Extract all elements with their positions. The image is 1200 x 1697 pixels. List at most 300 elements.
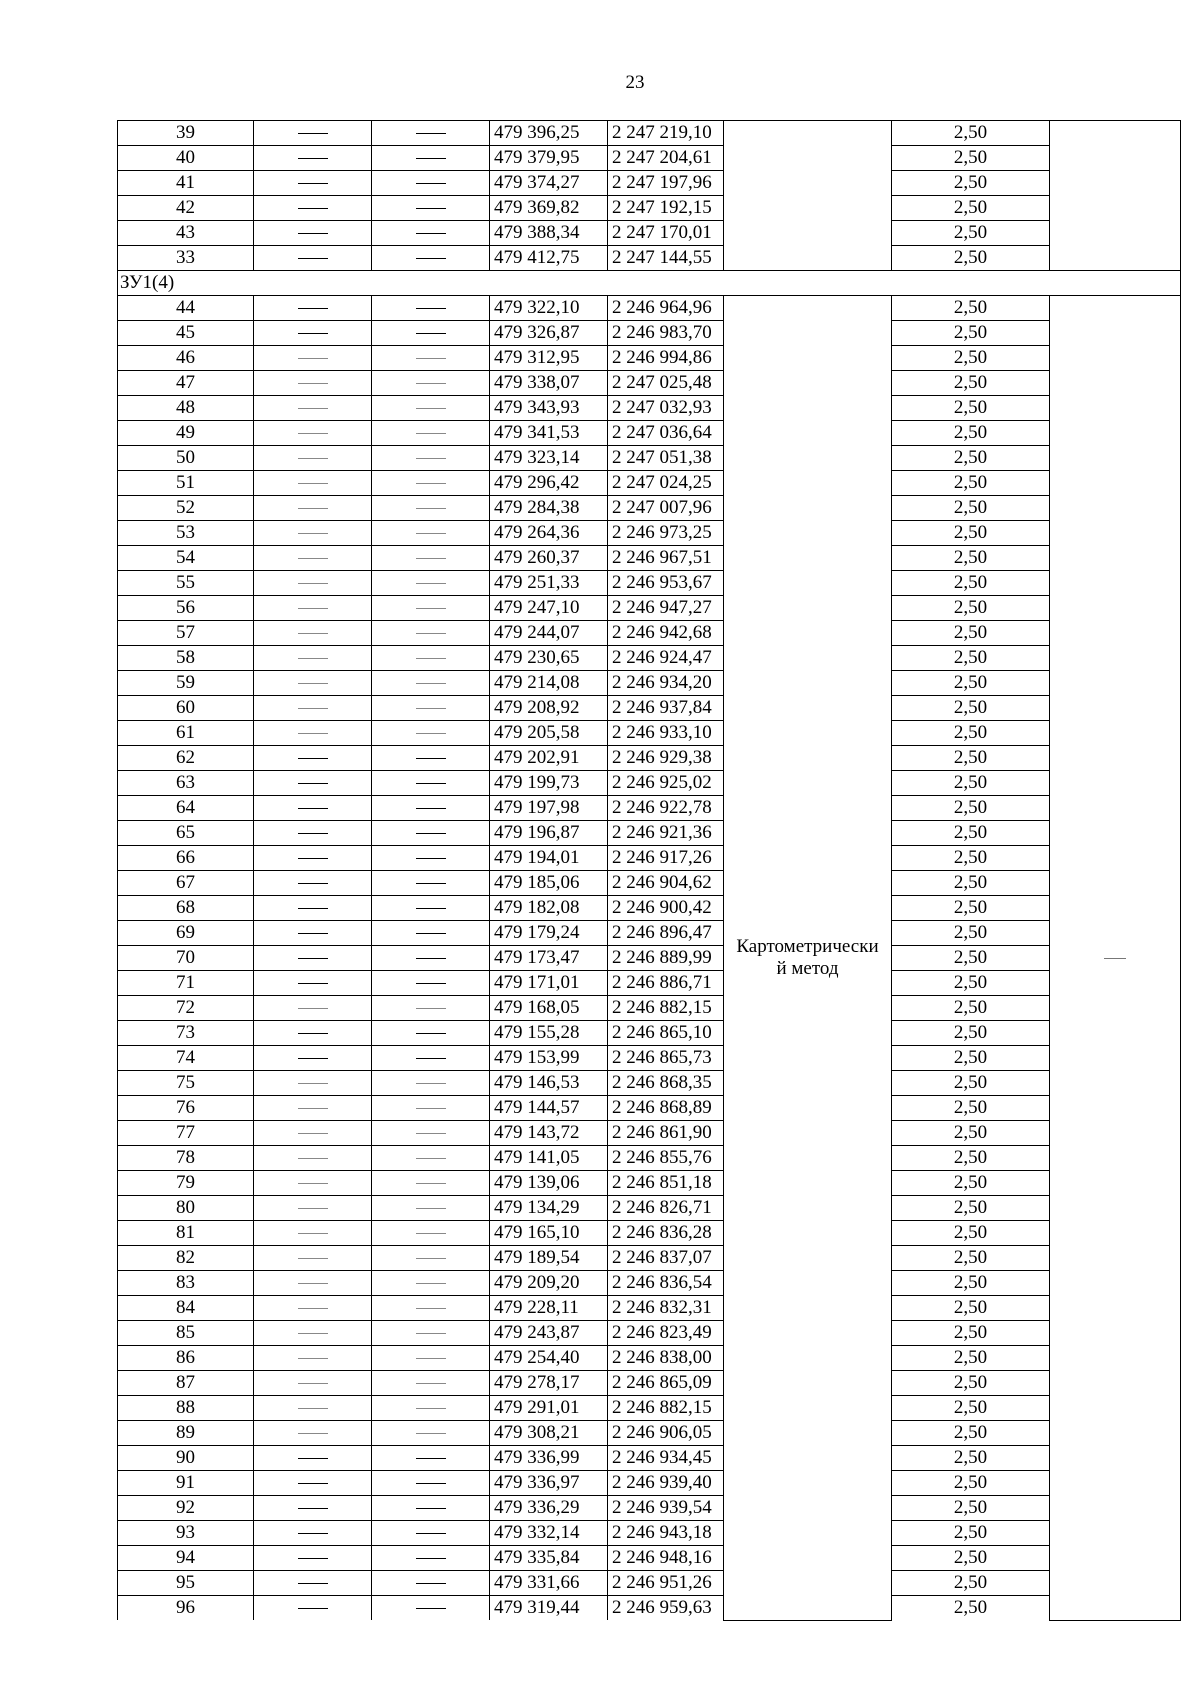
- dash-mark: [298, 583, 328, 584]
- coord-y: 2 246 934,20: [608, 671, 724, 696]
- coord-y: 2 246 826,71: [608, 1196, 724, 1221]
- coord-y: 2 246 964,96: [608, 296, 724, 321]
- dash-mark: [416, 808, 446, 809]
- dash-mark: [416, 1583, 446, 1584]
- dash-mark: [298, 1333, 328, 1334]
- dash-mark: [298, 433, 328, 434]
- point-number: 55: [118, 571, 254, 596]
- coord-y: 2 247 219,10: [608, 121, 724, 146]
- dash-cell-b: [372, 1246, 490, 1271]
- accuracy: 2,50: [892, 171, 1050, 196]
- table-row: [118, 346, 1181, 371]
- point-number: 46: [118, 346, 254, 371]
- dash-mark: [416, 708, 446, 709]
- accuracy: 2,50: [892, 1521, 1050, 1546]
- point-number: 95: [118, 1571, 254, 1596]
- dash-mark: [416, 583, 446, 584]
- dash-cell-b: [372, 1371, 490, 1396]
- point-number: 61: [118, 721, 254, 746]
- dash-cell-a: [254, 746, 372, 771]
- method-text-line2: й метод: [776, 957, 839, 979]
- coord-y: 2 247 192,15: [608, 196, 724, 221]
- table-row: [118, 1221, 1181, 1246]
- dash-mark: [416, 833, 446, 834]
- coord-x: 479 388,34: [490, 221, 608, 246]
- dash-mark: [416, 533, 446, 534]
- dash-mark: [298, 908, 328, 909]
- extra-cell-top: [1050, 121, 1181, 271]
- table-row: [118, 146, 1181, 171]
- dash-mark: [298, 858, 328, 859]
- accuracy: 2,50: [892, 521, 1050, 546]
- dash-mark: [416, 608, 446, 609]
- table-row: [118, 746, 1181, 771]
- accuracy: 2,50: [892, 946, 1050, 971]
- point-number: 51: [118, 471, 254, 496]
- coord-y: 2 246 851,18: [608, 1171, 724, 1196]
- table-row: [118, 1121, 1181, 1146]
- accuracy: 2,50: [892, 921, 1050, 946]
- dash-mark: [298, 1408, 328, 1409]
- coord-y: 2 247 032,93: [608, 396, 724, 421]
- coord-y: 2 246 934,45: [608, 1446, 724, 1471]
- table-row: [118, 1396, 1181, 1421]
- table-row: [118, 696, 1181, 721]
- coord-x: 479 153,99: [490, 1046, 608, 1071]
- table-row: [118, 821, 1181, 846]
- table-row: [118, 871, 1181, 896]
- dash-cell-a: [254, 346, 372, 371]
- dash-cell-a: [254, 871, 372, 896]
- point-number: 39: [118, 121, 254, 146]
- accuracy: 2,50: [892, 596, 1050, 621]
- dash-mark: [416, 208, 446, 209]
- coord-x: 479 243,87: [490, 1321, 608, 1346]
- point-number: 53: [118, 521, 254, 546]
- accuracy: 2,50: [892, 221, 1050, 246]
- dash-mark: [298, 1108, 328, 1109]
- dash-mark: [416, 383, 446, 384]
- dash-cell-b: [372, 871, 490, 896]
- point-number: 96: [118, 1596, 254, 1621]
- dash-mark: [416, 1058, 446, 1059]
- coord-x: 479 260,37: [490, 546, 608, 571]
- dash-cell-a: [254, 696, 372, 721]
- accuracy: 2,50: [892, 571, 1050, 596]
- coord-y: 2 246 889,99: [608, 946, 724, 971]
- table-row: [118, 1496, 1181, 1521]
- coord-y: 2 246 925,02: [608, 771, 724, 796]
- dash-mark: [298, 208, 328, 209]
- dash-cell-b: [372, 1271, 490, 1296]
- dash-mark: [298, 1158, 328, 1159]
- coord-x: 479 141,05: [490, 1146, 608, 1171]
- coord-x: 479 278,17: [490, 1371, 608, 1396]
- table-row: [118, 546, 1181, 571]
- dash-mark: [298, 1583, 328, 1584]
- dash-mark: [416, 1408, 446, 1409]
- dash-mark: [416, 1383, 446, 1384]
- group-row: [118, 271, 1181, 296]
- accuracy: 2,50: [892, 621, 1050, 646]
- dash-mark: [416, 1083, 446, 1084]
- dash-cell-b: [372, 421, 490, 446]
- coord-x: 479 143,72: [490, 1121, 608, 1146]
- point-number: 48: [118, 396, 254, 421]
- coord-y: 2 246 922,78: [608, 796, 724, 821]
- table-row: [118, 321, 1181, 346]
- dash-mark: [416, 1183, 446, 1184]
- coord-x: 479 379,95: [490, 146, 608, 171]
- accuracy: 2,50: [892, 246, 1050, 271]
- dash-cell-a: [254, 1346, 372, 1371]
- dash-cell-a: [254, 996, 372, 1021]
- table-row: [118, 1371, 1181, 1396]
- dash-mark: [416, 883, 446, 884]
- dash-mark: [416, 558, 446, 559]
- dash-cell-b: [372, 546, 490, 571]
- dash-cell-a: [254, 1296, 372, 1321]
- point-number: 78: [118, 1146, 254, 1171]
- accuracy: 2,50: [892, 346, 1050, 371]
- coord-x: 479 341,53: [490, 421, 608, 446]
- coord-x: 479 343,93: [490, 396, 608, 421]
- dash-cell-b: [372, 1146, 490, 1171]
- dash-mark: [298, 1508, 328, 1509]
- dash-cell-a: [254, 721, 372, 746]
- coord-x: 479 155,28: [490, 1021, 608, 1046]
- coord-y: 2 246 947,27: [608, 596, 724, 621]
- accuracy: 2,50: [892, 496, 1050, 521]
- dash-cell-b: [372, 621, 490, 646]
- coord-x: 479 338,07: [490, 371, 608, 396]
- dash-mark: [298, 533, 328, 534]
- dash-cell-b: [372, 1546, 490, 1571]
- coord-y: 2 246 973,25: [608, 521, 724, 546]
- coord-y: 2 246 837,07: [608, 1246, 724, 1271]
- dash-cell-a: [254, 946, 372, 971]
- dash-cell-a: [254, 571, 372, 596]
- dash-cell-b: [372, 171, 490, 196]
- method-cell: [724, 296, 892, 1621]
- dash-cell-a: [254, 1521, 372, 1546]
- coord-y: 2 246 937,84: [608, 696, 724, 721]
- accuracy: 2,50: [892, 121, 1050, 146]
- dash-mark: [298, 558, 328, 559]
- dash-mark: [298, 1208, 328, 1209]
- coord-x: 479 308,21: [490, 1421, 608, 1446]
- dash-cell-b: [372, 346, 490, 371]
- table-row: [118, 371, 1181, 396]
- point-number: 70: [118, 946, 254, 971]
- dash-cell-b: [372, 771, 490, 796]
- dash-cell-b: [372, 1171, 490, 1196]
- point-number: 79: [118, 1171, 254, 1196]
- coord-y: 2 247 204,61: [608, 146, 724, 171]
- accuracy: 2,50: [892, 1321, 1050, 1346]
- dash-mark: [298, 133, 328, 134]
- accuracy: 2,50: [892, 1471, 1050, 1496]
- table-row: [118, 296, 1181, 321]
- dash-cell-b: [372, 1521, 490, 1546]
- dash-mark: [298, 1483, 328, 1484]
- accuracy: 2,50: [892, 771, 1050, 796]
- dash-cell-a: [254, 1321, 372, 1346]
- point-number: 88: [118, 1396, 254, 1421]
- coord-y: 2 246 865,09: [608, 1371, 724, 1396]
- dash-cell-b: [372, 696, 490, 721]
- dash-cell-b: [372, 1346, 490, 1371]
- dash-mark: [298, 183, 328, 184]
- coord-y: 2 246 959,63: [608, 1596, 724, 1621]
- coord-y: 2 246 994,86: [608, 346, 724, 371]
- coord-y: 2 246 967,51: [608, 546, 724, 571]
- point-number: 60: [118, 696, 254, 721]
- dash-cell-a: [254, 646, 372, 671]
- point-number: 58: [118, 646, 254, 671]
- coord-y: 2 246 832,31: [608, 1296, 724, 1321]
- coord-y: 2 246 983,70: [608, 321, 724, 346]
- dash-mark: [416, 1608, 446, 1609]
- coord-y: 2 246 823,49: [608, 1321, 724, 1346]
- accuracy: 2,50: [892, 196, 1050, 221]
- dash-mark: [416, 133, 446, 134]
- dash-cell-a: [254, 596, 372, 621]
- dash-cell-a: [254, 196, 372, 221]
- table-row: [118, 496, 1181, 521]
- dash-cell-a: [254, 371, 372, 396]
- coord-y: 2 246 855,76: [608, 1146, 724, 1171]
- accuracy: 2,50: [892, 746, 1050, 771]
- dash-mark: [298, 758, 328, 759]
- point-number: 75: [118, 1071, 254, 1096]
- point-number: 85: [118, 1321, 254, 1346]
- coord-y: 2 246 838,00: [608, 1346, 724, 1371]
- dash-mark: [416, 758, 446, 759]
- dash-mark: [298, 633, 328, 634]
- coord-x: 479 134,29: [490, 1196, 608, 1221]
- coord-x: 479 319,44: [490, 1596, 608, 1621]
- dash-mark: [416, 1433, 446, 1434]
- dash-cell-a: [254, 1246, 372, 1271]
- accuracy: 2,50: [892, 1146, 1050, 1171]
- coord-y: 2 246 929,38: [608, 746, 724, 771]
- dash-cell-b: [372, 1196, 490, 1221]
- coord-y: 2 246 948,16: [608, 1546, 724, 1571]
- point-number: 73: [118, 1021, 254, 1046]
- method-text-line1: Картометрически: [736, 935, 879, 957]
- table-row: [118, 446, 1181, 471]
- dash-cell-b: [372, 146, 490, 171]
- table-row: [118, 221, 1181, 246]
- dash-mark: [298, 1533, 328, 1534]
- point-number: 68: [118, 896, 254, 921]
- dash-mark: [416, 1458, 446, 1459]
- table-row: [118, 996, 1181, 1021]
- point-number: 76: [118, 1096, 254, 1121]
- table-row: [118, 1196, 1181, 1221]
- accuracy: 2,50: [892, 1296, 1050, 1321]
- dash-cell-a: [254, 521, 372, 546]
- dash-mark: [416, 258, 446, 259]
- dash-mark: [416, 958, 446, 959]
- accuracy: 2,50: [892, 1396, 1050, 1421]
- table-row: [118, 1096, 1181, 1121]
- dash-mark: [416, 1483, 446, 1484]
- accuracy: 2,50: [892, 1046, 1050, 1071]
- accuracy: 2,50: [892, 1121, 1050, 1146]
- dash-cell-b: [372, 1421, 490, 1446]
- dash-cell-b: [372, 1121, 490, 1146]
- dash-mark: [298, 808, 328, 809]
- dash-mark: [298, 483, 328, 484]
- dash-mark: [416, 1033, 446, 1034]
- accuracy: 2,50: [892, 321, 1050, 346]
- accuracy: 2,50: [892, 721, 1050, 746]
- dash-mark: [416, 783, 446, 784]
- accuracy: 2,50: [892, 796, 1050, 821]
- coord-x: 479 214,08: [490, 671, 608, 696]
- table-row: [118, 1271, 1181, 1296]
- dash-cell-a: [254, 1196, 372, 1221]
- coord-x: 479 202,91: [490, 746, 608, 771]
- dash-mark: [298, 308, 328, 309]
- dash-cell-b: [372, 521, 490, 546]
- dash-cell-a: [254, 1571, 372, 1596]
- point-number: 87: [118, 1371, 254, 1396]
- dash-cell-a: [254, 796, 372, 821]
- table-row: [118, 1421, 1181, 1446]
- dash-mark: [416, 1208, 446, 1209]
- dash-cell-b: [372, 246, 490, 271]
- table-row: [118, 1596, 1181, 1621]
- page-number: 23: [625, 72, 645, 93]
- coord-y: 2 246 868,89: [608, 1096, 724, 1121]
- table-row: [118, 721, 1181, 746]
- dash-mark: [298, 1383, 328, 1384]
- table-row: [118, 471, 1181, 496]
- point-number: 49: [118, 421, 254, 446]
- accuracy: 2,50: [892, 471, 1050, 496]
- point-number: 65: [118, 821, 254, 846]
- dash-cell-a: [254, 546, 372, 571]
- dash-mark: [298, 1283, 328, 1284]
- dash-cell-a: [254, 1596, 372, 1621]
- coord-y: 2 247 197,96: [608, 171, 724, 196]
- accuracy: 2,50: [892, 1421, 1050, 1446]
- point-number: 67: [118, 871, 254, 896]
- coord-y: 2 246 951,26: [608, 1571, 724, 1596]
- coord-x: 479 209,20: [490, 1271, 608, 1296]
- coord-y: 2 246 836,28: [608, 1221, 724, 1246]
- coord-x: 479 194,01: [490, 846, 608, 871]
- dash-cell-b: [372, 496, 490, 521]
- accuracy: 2,50: [892, 871, 1050, 896]
- point-number: 69: [118, 921, 254, 946]
- coord-x: 479 323,14: [490, 446, 608, 471]
- table-row: [118, 1446, 1181, 1471]
- dash-mark: [298, 1308, 328, 1309]
- coord-x: 479 182,08: [490, 896, 608, 921]
- coord-x: 479 336,99: [490, 1446, 608, 1471]
- dash-cell-b: [372, 196, 490, 221]
- dash-cell-a: [254, 1146, 372, 1171]
- dash-mark: [416, 983, 446, 984]
- point-number: 44: [118, 296, 254, 321]
- dash-cell-b: [372, 1296, 490, 1321]
- coord-x: 479 296,42: [490, 471, 608, 496]
- dash-cell-a: [254, 1496, 372, 1521]
- coord-y: 2 246 953,67: [608, 571, 724, 596]
- dash-cell-b: [372, 1221, 490, 1246]
- coord-y: 2 246 868,35: [608, 1071, 724, 1096]
- dash-cell-b: [372, 671, 490, 696]
- dash-cell-b: [372, 471, 490, 496]
- table-row: [118, 246, 1181, 271]
- dash-cell-b: [372, 721, 490, 746]
- dash-mark: [298, 783, 328, 784]
- dash-cell-b: [372, 1496, 490, 1521]
- coord-x: 479 196,87: [490, 821, 608, 846]
- coord-x: 479 189,54: [490, 1246, 608, 1271]
- point-number: 82: [118, 1246, 254, 1271]
- accuracy: 2,50: [892, 146, 1050, 171]
- coord-x: 479 185,06: [490, 871, 608, 896]
- dash-mark: [416, 458, 446, 459]
- coord-y: 2 247 051,38: [608, 446, 724, 471]
- coord-y: 2 246 896,47: [608, 921, 724, 946]
- coord-x: 479 205,58: [490, 721, 608, 746]
- dash-mark: [298, 383, 328, 384]
- dash-cell-a: [254, 921, 372, 946]
- dash-cell-a: [254, 121, 372, 146]
- table-row: [118, 896, 1181, 921]
- dash-cell-a: [254, 1271, 372, 1296]
- dash-mark: [416, 233, 446, 234]
- table-row: [118, 1471, 1181, 1496]
- table-row: [118, 1296, 1181, 1321]
- dash-cell-a: [254, 671, 372, 696]
- dash-mark: [298, 333, 328, 334]
- dash-cell-b: [372, 846, 490, 871]
- table-row: [118, 1346, 1181, 1371]
- dash-mark: [298, 1058, 328, 1059]
- accuracy: 2,50: [892, 696, 1050, 721]
- dash-mark: [416, 158, 446, 159]
- dash-cell-b: [372, 1096, 490, 1121]
- dash-mark: [298, 358, 328, 359]
- dash-mark: [416, 1533, 446, 1534]
- dash-mark: [298, 1033, 328, 1034]
- dash-cell-a: [254, 1121, 372, 1146]
- dash-mark: [416, 183, 446, 184]
- accuracy: 2,50: [892, 1071, 1050, 1096]
- accuracy: 2,50: [892, 1246, 1050, 1271]
- point-number: 83: [118, 1271, 254, 1296]
- dash-cell-a: [254, 621, 372, 646]
- dash-cell-b: [372, 796, 490, 821]
- dash-cell-a: [254, 1421, 372, 1446]
- dash-mark: [298, 733, 328, 734]
- dash-cell-b: [372, 1321, 490, 1346]
- table-row: [118, 1171, 1181, 1196]
- dash-cell-b: [372, 821, 490, 846]
- method-cell-top: [724, 121, 892, 271]
- point-number: 72: [118, 996, 254, 1021]
- coord-y: 2 246 865,73: [608, 1046, 724, 1071]
- dash-mark: [416, 433, 446, 434]
- dash-cell-b: [372, 296, 490, 321]
